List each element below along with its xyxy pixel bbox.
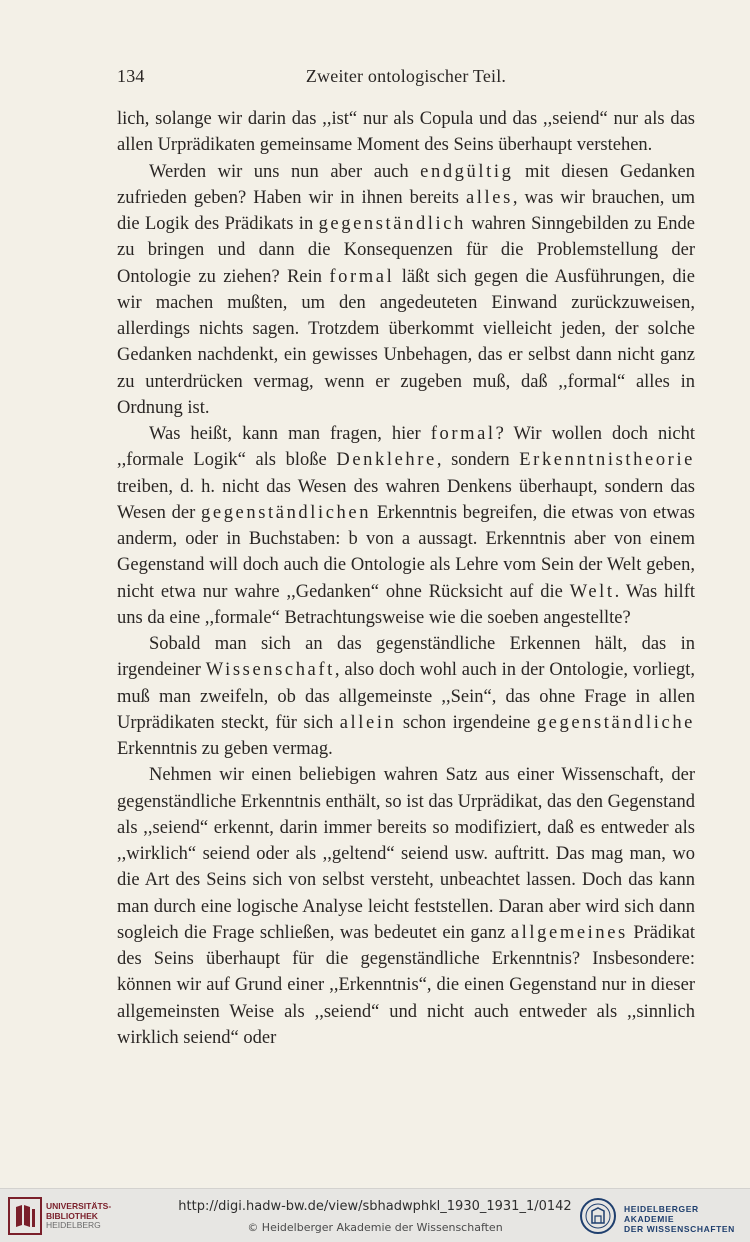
running-title: Zweiter ontologischer Teil. bbox=[305, 66, 507, 86]
academy-seal-icon[interactable] bbox=[579, 1197, 617, 1235]
academy-logo-text[interactable] bbox=[624, 1204, 750, 1234]
text-run: , was wir brauchen, um die Logik des Prädikats in bbox=[117, 187, 695, 234]
text-run: Werden wir uns nun aber auch bbox=[149, 161, 421, 182]
spaced-emphasis: formal bbox=[430, 424, 496, 444]
text-run: Sobald man sich an das gegenständliche Erkennen hält, das in irgendeiner bbox=[117, 634, 695, 681]
spaced-emphasis: gegenständlich bbox=[318, 214, 466, 234]
logo-line: BIBLIOTHEK bbox=[46, 1210, 98, 1221]
text-run: lich, solange wir darin das ,,ist“ nur als Copula und das ,,seiend“ nur als das allen Urprädikaten gemeinsame Moment des Seins überhaupt verstehen. bbox=[117, 109, 695, 156]
text-run: Erkenntnis zu geben vermag. bbox=[117, 739, 333, 759]
body-text bbox=[117, 106, 695, 1051]
spaced-emphasis: endgültig bbox=[420, 161, 514, 182]
spaced-emphasis: gegenständlichen bbox=[201, 502, 372, 523]
spaced-emphasis: formal bbox=[329, 266, 395, 287]
running-header bbox=[117, 66, 695, 90]
paragraph-4 bbox=[117, 631, 695, 762]
text-run: , also doch wohl auch in der Ontologie, vorliegt, muß man zweifeln, ob das allgemeinste ,,Sein“, das ohne Frage in allen Urprädikaten steckt, für sich bbox=[117, 660, 695, 733]
spaced-emphasis: allgemeines bbox=[510, 922, 628, 943]
spaced-emphasis: alles bbox=[465, 187, 513, 208]
spaced-emphasis: gegenständliche bbox=[536, 712, 695, 733]
text-run: , sondern bbox=[436, 450, 520, 471]
text-run: treiben, d. h. nicht das Wesen des wahren Denkens überhaupt, sondern das Wesen der bbox=[117, 476, 695, 523]
paragraph-3 bbox=[117, 421, 695, 631]
spaced-emphasis: Erkenntnistheorie bbox=[519, 450, 695, 471]
text-run: Erkenntnis begreifen, die etwas von etwas anderm, oder in Buchstaben: b von a aussagt. Erkenntnis aber von einem Gegenstand will doch auch die Ontologie als Lehre vom Sein der Welt geben, nicht etwa nur wahre ,,Gedanken“ ohne Rücksicht auf die bbox=[117, 502, 695, 602]
text-run: Nehmen wir einen beliebigen wahren Satz aus einer Wissenschaft, der gegenständliche Erkenntnis enthält, so ist das Urprädikat, das den Gegenstand als ,,seiend“ erkennt, darin immer bereits so modifiziert, daß es entweder als ,,wirklich“ seiend oder als ,,geltend“ seiend usw. auftritt. Das mag man, wo die Art des Seins sich von selbst versteht, unbeachtet lassen. Doch das kann man durch eine logische Analyse leicht feststellen. Daran aber wird sich dann sogleich die Frage schließen, was bedeutet ein ganz bbox=[117, 765, 695, 943]
paragraph-2 bbox=[117, 159, 695, 422]
text-run: Was heißt, kann man fragen, hier bbox=[149, 424, 431, 444]
permalink-url[interactable]: http://digi.hadw-bw.de/view/sbhadwphkl_1930_1931_1/0142 bbox=[178, 1199, 572, 1214]
text-run: mit diesen Gedanken zufrieden geben? Haben wir in ihnen bereits bbox=[117, 161, 695, 208]
logo-line: HEIDELBERGER AKADEMIE bbox=[624, 1204, 699, 1224]
logo-line: UNIVERSITÄTS- bbox=[46, 1201, 112, 1211]
paragraph-5 bbox=[117, 762, 695, 1051]
spaced-emphasis: Denklehre bbox=[336, 450, 437, 471]
paragraph-1 bbox=[117, 106, 695, 159]
text-run: . Was hilft uns da eine ,,formale“ Betrachtungsweise wie die soeben angestellte? bbox=[117, 581, 695, 628]
logo-line: DER WISSENSCHAFTEN bbox=[624, 1224, 735, 1234]
text-run: schon irgendeine bbox=[396, 712, 537, 733]
spaced-emphasis: allein bbox=[339, 712, 397, 733]
copyright-notice: © Heidelberger Akademie der Wissenschaften bbox=[247, 1221, 503, 1234]
text-run: ? Wir wollen doch nicht ,,formale Logik“ als bloße bbox=[117, 424, 695, 471]
spaced-emphasis: Wissenschaft bbox=[205, 660, 335, 681]
logo-line: HEIDELBERG bbox=[46, 1220, 101, 1230]
spaced-emphasis: Welt bbox=[569, 581, 615, 602]
text-run: Prädikat des Seins überhaupt für die gegenständliche Erkenntnis? Insbesondere: können wir auf Grund einer ,,Erkenntnis“, die einen Gegenstand nur in dieser allgemeinsten Weise als ,,seiend“ und nicht auch entweder als ,,sinnlich wirklich seiend“ oder bbox=[117, 922, 696, 1048]
page-number: 134 bbox=[117, 66, 145, 86]
text-run: läßt sich gegen die Ausführungen, die wir machen mußten, um den angedeuteten Einwand zurückzuweisen, allerdings nichts sagen. Trotzdem überkommt vielleicht jeden, der solche Gedanken nachdenkt, ein gewisses Unbehagen, das er selbst dann nicht ganz zu unterdrücken vermag, wenn er zugeben muß, daß ,,formal“ alles in Ordnung ist. bbox=[117, 266, 695, 418]
text-run: wahren Sinngebilden zu Ende zu bringen und dann die Konsequenzen für die Problemstellung der Ontologie zu ziehen? Rein bbox=[117, 214, 695, 287]
viewer-footer bbox=[0, 1188, 750, 1242]
